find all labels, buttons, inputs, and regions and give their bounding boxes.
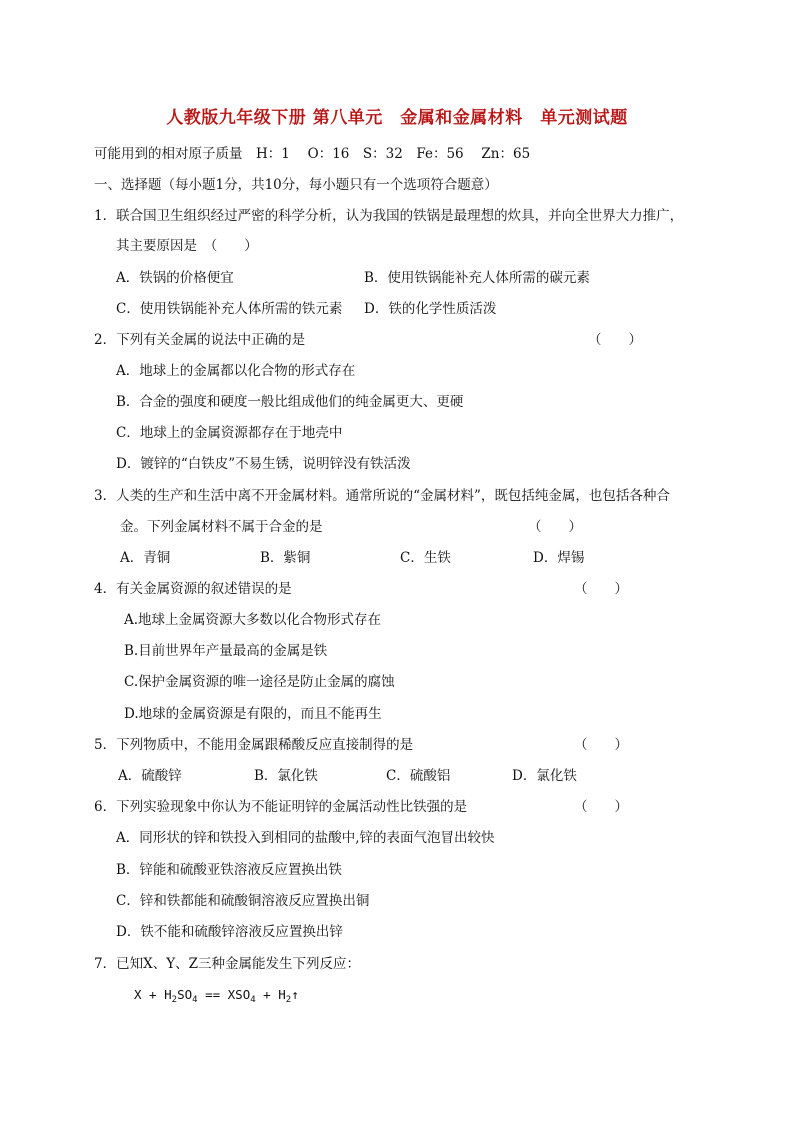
- question-1-option-b: B．使用铁锅能补充人体所需的碳元素: [364, 270, 590, 286]
- question-1-option-a: A．铁锅的价格便宜: [116, 270, 234, 286]
- question-2-answer-paren: （ ）: [588, 332, 642, 348]
- question-4-option-c: C.保护金属资源的唯一途径是防止金属的腐蚀: [124, 674, 395, 690]
- question-2-option-a: A．地球上的金属都以化合物的形式存在: [116, 363, 356, 379]
- question-4-option-d: D.地球的金属资源是有限的，而且不能再生: [124, 706, 382, 722]
- question-3-answer-paren: （ ）: [528, 519, 582, 535]
- question-4-option-a: A.地球上金属资源大多数以化合物形式存在: [124, 612, 382, 628]
- question-4-answer-paren: （ ）: [574, 581, 628, 597]
- question-1-option-d: D．铁的化学性质活泼: [364, 301, 497, 317]
- question-7-stem: 7．已知X、Y、Z三种金属能发生下列反应：: [94, 956, 360, 972]
- page-title: 人教版九年级下册 第八单元 金属和金属材料 单元测试题: [166, 108, 628, 128]
- question-3-option-a: A．青铜: [120, 550, 171, 566]
- question-1-stem-cont: 其主要原因是 （ ）: [116, 238, 258, 254]
- question-6-answer-paren: （ ）: [574, 799, 628, 815]
- question-3-option-b: B．紫铜: [260, 550, 311, 566]
- question-5-option-d: D．氯化铁: [512, 768, 577, 784]
- question-2-stem: 2．下列有关金属的说法中正确的是: [94, 332, 306, 348]
- question-4-stem: 4．有关金属资源的叙述错误的是: [94, 581, 292, 597]
- atomic-mass-line: 可能用到的相对原子质量 H：1 O：16 S：32 Fe：56 Zn：65: [94, 146, 531, 162]
- question-2-option-c: C．地球上的金属资源都存在于地壳中: [116, 425, 343, 441]
- question-7-equation: $X + H_2SO_4 == XSO_4$ + $H_2↑$: [134, 987, 299, 1005]
- question-5-answer-paren: （ ）: [574, 737, 628, 753]
- question-3-option-c: C．生铁: [400, 550, 451, 566]
- question-5-option-b: B．氯化铁: [254, 768, 318, 784]
- question-2-option-b: B．合金的强度和硬度一般比组成他们的纯金属更大、更硬: [116, 394, 464, 410]
- question-3-stem-cont: 金。下列金属材料不属于合金的是: [120, 519, 323, 535]
- question-5-option-c: C．硫酸铝: [386, 768, 451, 784]
- question-6-stem: 6．下列实验现象中你认为不能证明锌的金属活动性比铁强的是: [94, 799, 468, 815]
- question-6-option-c: C．锌和铁都能和硫酸铜溶液反应置换出铜: [116, 893, 370, 909]
- question-1-stem: 1．联合国卫生组织经过严密的科学分析，认为我国的铁锅是最理想的炊具，并向全世界大力推广，: [94, 208, 684, 224]
- question-4-option-b: B.目前世界年产量最高的金属是铁: [124, 643, 328, 659]
- question-3-stem: 3．人类的生产和生活中离不开金属材料。通常所说的“金属材料”，既包括纯金属，也包括各种合: [94, 488, 670, 504]
- question-5-stem: 5．下列物质中，不能用金属跟稀酸反应直接制得的是: [94, 737, 414, 753]
- question-6-option-d: D．铁不能和硫酸锌溶液反应置换出锌: [116, 924, 343, 940]
- section-heading: 一、选择题（每小题1分，共10分，每小题只有一个选项符合题意）: [94, 177, 498, 193]
- question-3-option-d: D．焊锡: [533, 550, 585, 566]
- question-6-option-a: A．同形状的锌和铁投入到相同的盐酸中,锌的表面气泡冒出较快: [116, 830, 495, 846]
- question-5-option-a: A．硫酸锌: [118, 768, 182, 784]
- question-6-option-b: B．锌能和硫酸亚铁溶液反应置换出铁: [116, 862, 342, 878]
- question-2-option-d: D．镀锌的“白铁皮”不易生锈，说明锌没有铁活泼: [116, 456, 411, 472]
- question-1-option-c: C．使用铁锅能补充人体所需的铁元素: [116, 301, 343, 317]
